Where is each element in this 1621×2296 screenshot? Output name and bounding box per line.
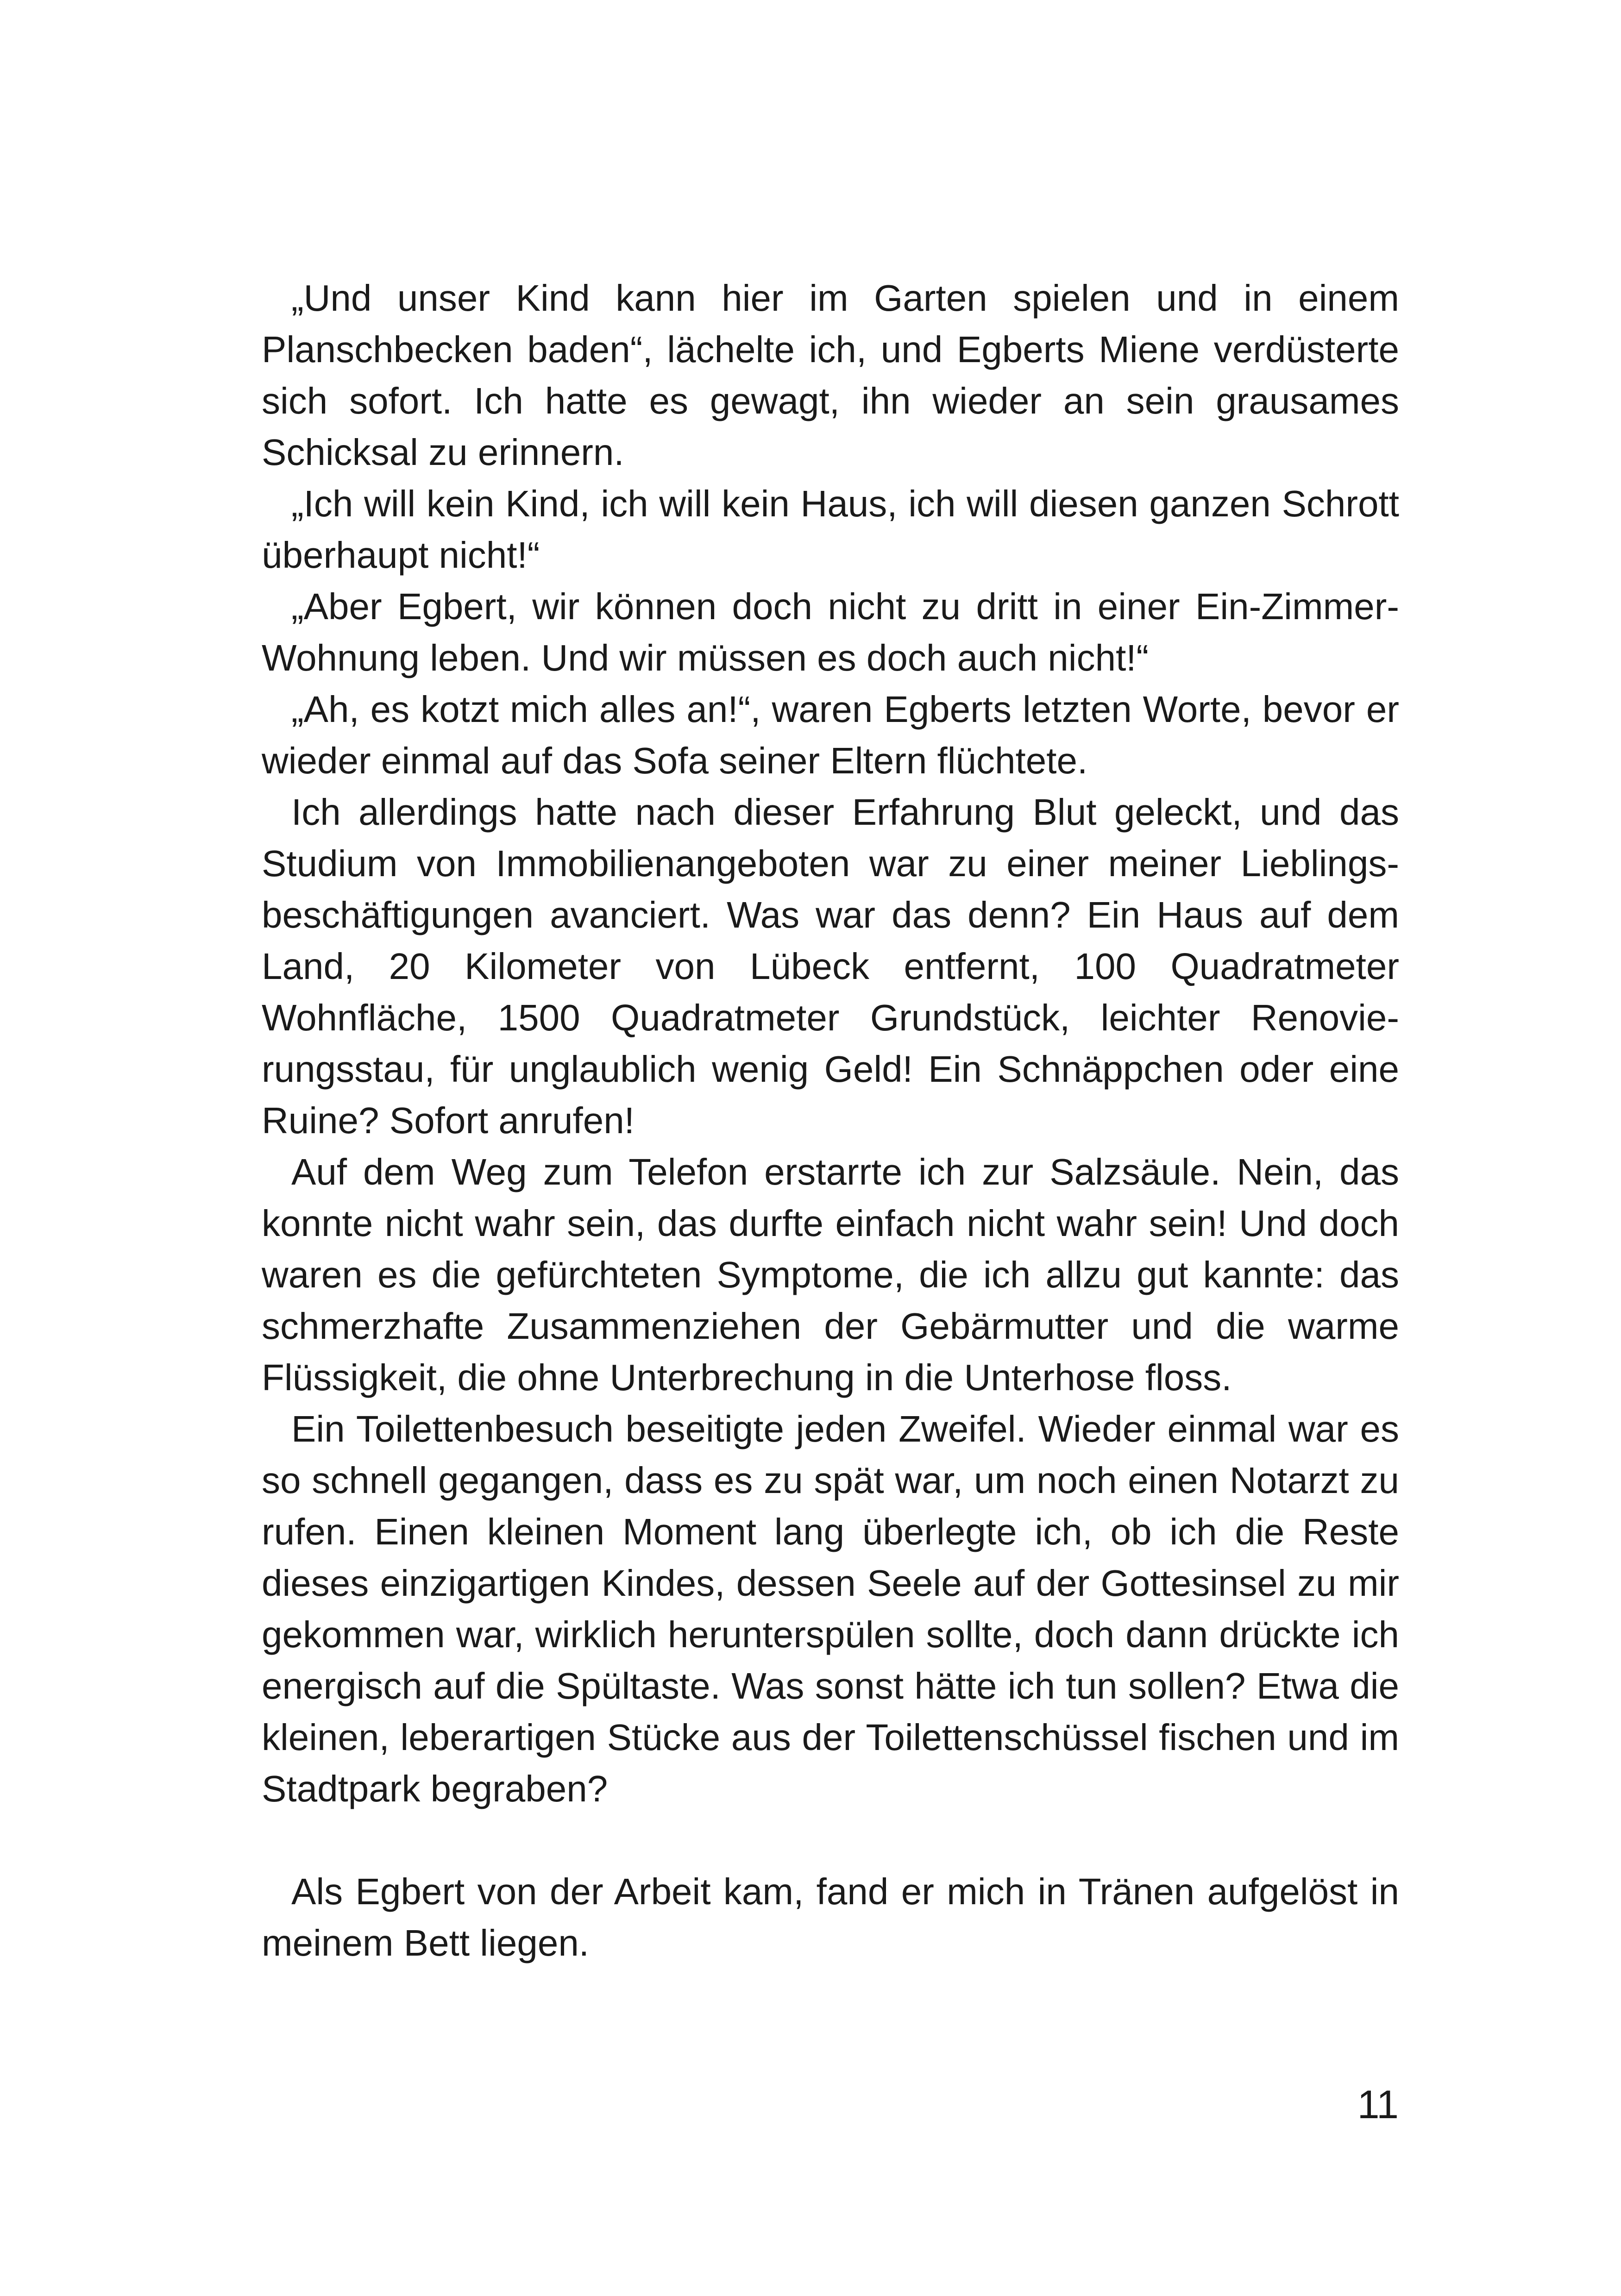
paragraph-8: Als Egbert von der Arbeit kam, fand er mich in Tränen aufgelöst in meinem Bett liegen. [262,1871,1399,1964]
paragraph-4: „Ah, es kotzt mich alles an!“, waren Egberts letzten Worte, bevor er wieder einmal auf das Sofa seiner Eltern flüchtete. [262,689,1399,781]
paragraph-1: „Und unser Kind kann hier im Garten spielen und in einem Planschbecken baden“, lächelte ich, und Egberts Miene verdüsterte sich sofort. Ich hatte es gewagt, ihn wieder an sein grausames Schicksal zu erinnern. [262,277,1399,473]
paragraph-3: „Aber Egbert, wir können doch nicht zu dritt in einer Ein-Zimmer-Wohnung leben. Und wir müssen es doch auch nicht!“ [262,586,1399,678]
page-number: 11 [1357,2083,1399,2127]
paragraph-5: Ich allerdings hatte nach dieser Erfahrung Blut geleckt, und das Studium von Immobilienangeboten war zu einer meiner Lieblingsbeschäftigungen avanciert. Was war das denn? Ein Haus auf dem Land, 20 Kilometer von Lübeck entfernt, 100 Quadratmeter Wohnfläche, 1500 Quadratmeter Grundstück, leichter Renovierungsstau, für unglaublich wenig Geld! Ein Schnäppchen oder eine Ruine? Sofort anrufen! [262,791,1399,1141]
paragraph-6: Auf dem Weg zum Telefon erstarrte ich zur Salzsäule. Nein, das konnte nicht wahr sein, das durfte einfach nicht wahr sein! Und doch waren es die gefürchteten Symptome, die ich allzu gut kannte: das schmerzhafte Zusammenziehen der Gebärmutter und die warme Flüssigkeit, die ohne Unterbrechung in die Unterhose floss. [262,1151,1399,1398]
body-text [262,272,1399,1969]
paragraph-7: Ein Toilettenbesuch beseitigte jeden Zweifel. Wieder einmal war es so schnell gegangen, dass es zu spät war, um noch einen Notarzt zu rufen. Einen kleinen Moment lang überlegte ich, ob ich die Reste dieses einzigartigen Kindes, dessen Seele auf der Gottesinsel zu mir gekommen war, wirklich herunterspülen sollte, doch dann drückte ich energisch auf die Spültaste. Was sonst hätte ich tun sollen? Etwa die kleinen, leberartigen Stücke aus der Toilettenschüssel fischen und im Stadtpark begraben? [262,1408,1399,1809]
paragraph-2: „Ich will kein Kind, ich will kein Haus, ich will diesen ganzen Schrott überhaupt nicht!“ [262,483,1399,576]
